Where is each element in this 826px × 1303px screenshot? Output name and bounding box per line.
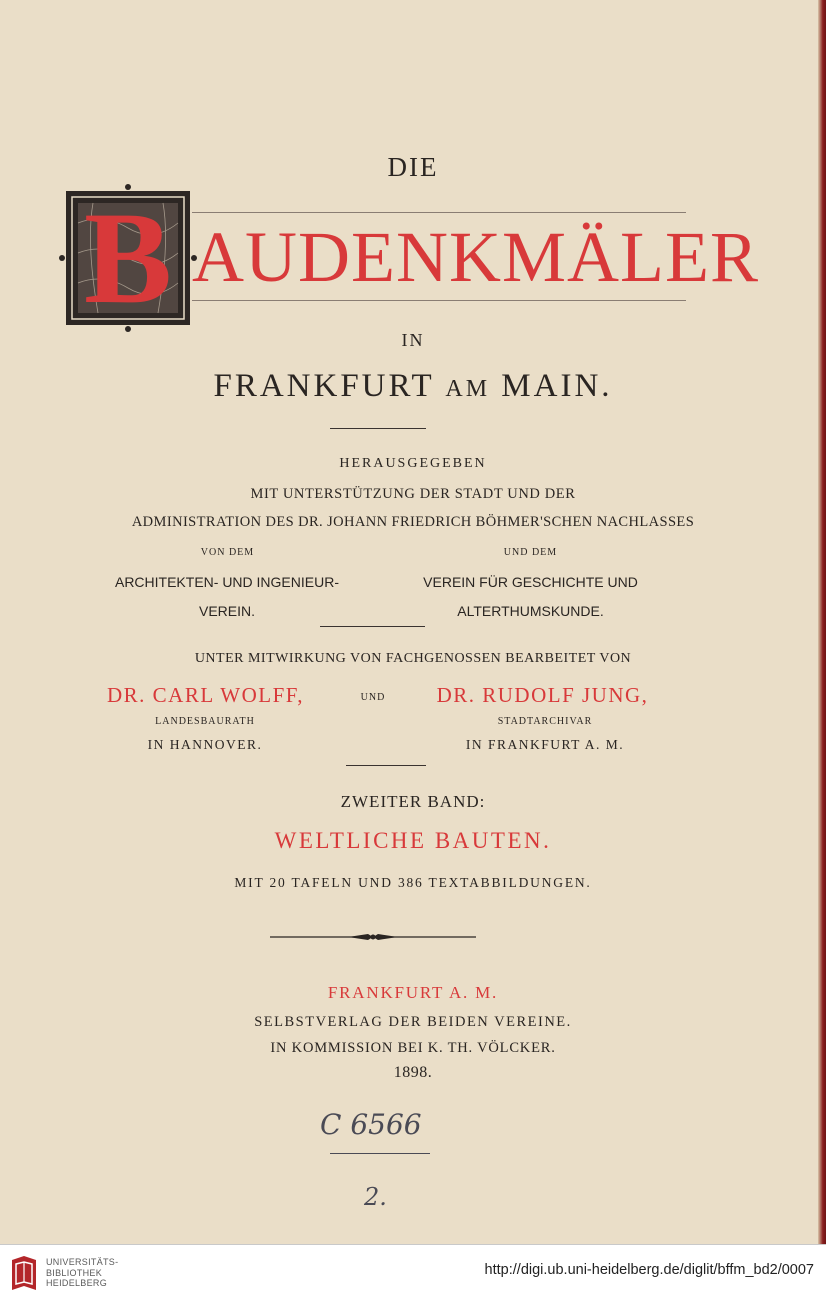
source-url-link[interactable]: http://digi.ub.uni-heidelberg.de/diglit/bffm_bd2/0007 [484,1262,814,1278]
herausgegeben: HERAUSGEGEBEN [339,456,487,471]
university-logo-icon[interactable] [10,1254,38,1292]
role-wolff: LANDESBAURATH [155,716,255,727]
page-edge [818,0,826,1244]
divider-2 [320,626,425,627]
right-org-line2: ALTERTHUMSKUNDE. [457,603,604,619]
und-dem: UND DEM [503,547,558,558]
mitwirkung-line: UNTER MITWIRKUNG VON FACHGENOSSEN BEARBEITET VON [194,651,632,666]
place-jung: IN FRANKFURT A. M. [465,737,625,752]
ornament-line-bottom [192,300,686,301]
left-org-line2: VEREIN. [198,603,255,619]
imprint-city: FRANKFURT A. M. [327,983,499,1002]
role-jung: STADTARCHIVAR [497,716,593,727]
tafeln-line: MIT 20 TAFELN UND 386 TEXTABBILDUNGEN. [234,875,592,890]
title-main: MAIN. [501,368,613,404]
zweiter-band: ZWEITER BAND: [340,792,486,811]
imprint-commission: IN KOMMISSION BEI K. TH. VÖLCKER. [270,1040,556,1056]
ornamental-divider [268,930,478,944]
title-die: DIE [387,152,439,182]
und-connector: UND [360,692,386,703]
place-wolff: IN HANNOVER. [147,737,263,752]
administration-line: ADMINISTRATION DES DR. JOHANN FRIEDRICH BÖHMER'SCHEN NACHLASSES [131,514,695,530]
imprint-publisher: SELBSTVERLAG DER BEIDEN VEREINE. [254,1014,572,1030]
author-jung: DR. RUDOLF JUNG, [436,683,649,707]
divider-1 [330,428,426,429]
title-am: AM [445,376,491,402]
divider-3 [346,765,426,766]
title-frankfurt: FRANKFURT [213,368,435,404]
ornament-line-top [192,212,686,213]
von-dem: VON DEM [200,547,255,558]
unterstuetzung-line: MIT UNTERSTÜTZUNG DER STADT UND DER [250,486,576,502]
title-in: IN [401,330,425,350]
handwritten-number: 2. [364,1183,387,1211]
logo-line-2: BIBLIOTHEK [46,1267,103,1278]
left-org-line1: ARCHITEKTEN- UND INGENIEUR- [114,574,339,590]
right-org-line1: VEREIN FÜR GESCHICHTE UND [423,574,638,590]
title-baudenkmaeler: AUDENKMÄLER [192,217,759,297]
logo-line-1: UNIVERSITÄTS- [46,1257,119,1267]
logo-line-3: HEIDELBERG [46,1278,108,1288]
imprint-year: 1898. [393,1064,433,1081]
author-wolff: DR. CARL WOLFF, [106,683,304,707]
handwritten-shelfmark: C 6566 [320,1108,422,1141]
title-city-line [0,368,826,405]
university-logo-text[interactable] [46,1257,118,1289]
handwritten-underline [330,1153,430,1154]
title-initial: B [83,184,173,331]
weltliche-bauten: WELTLICHE BAUTEN. [274,828,552,853]
